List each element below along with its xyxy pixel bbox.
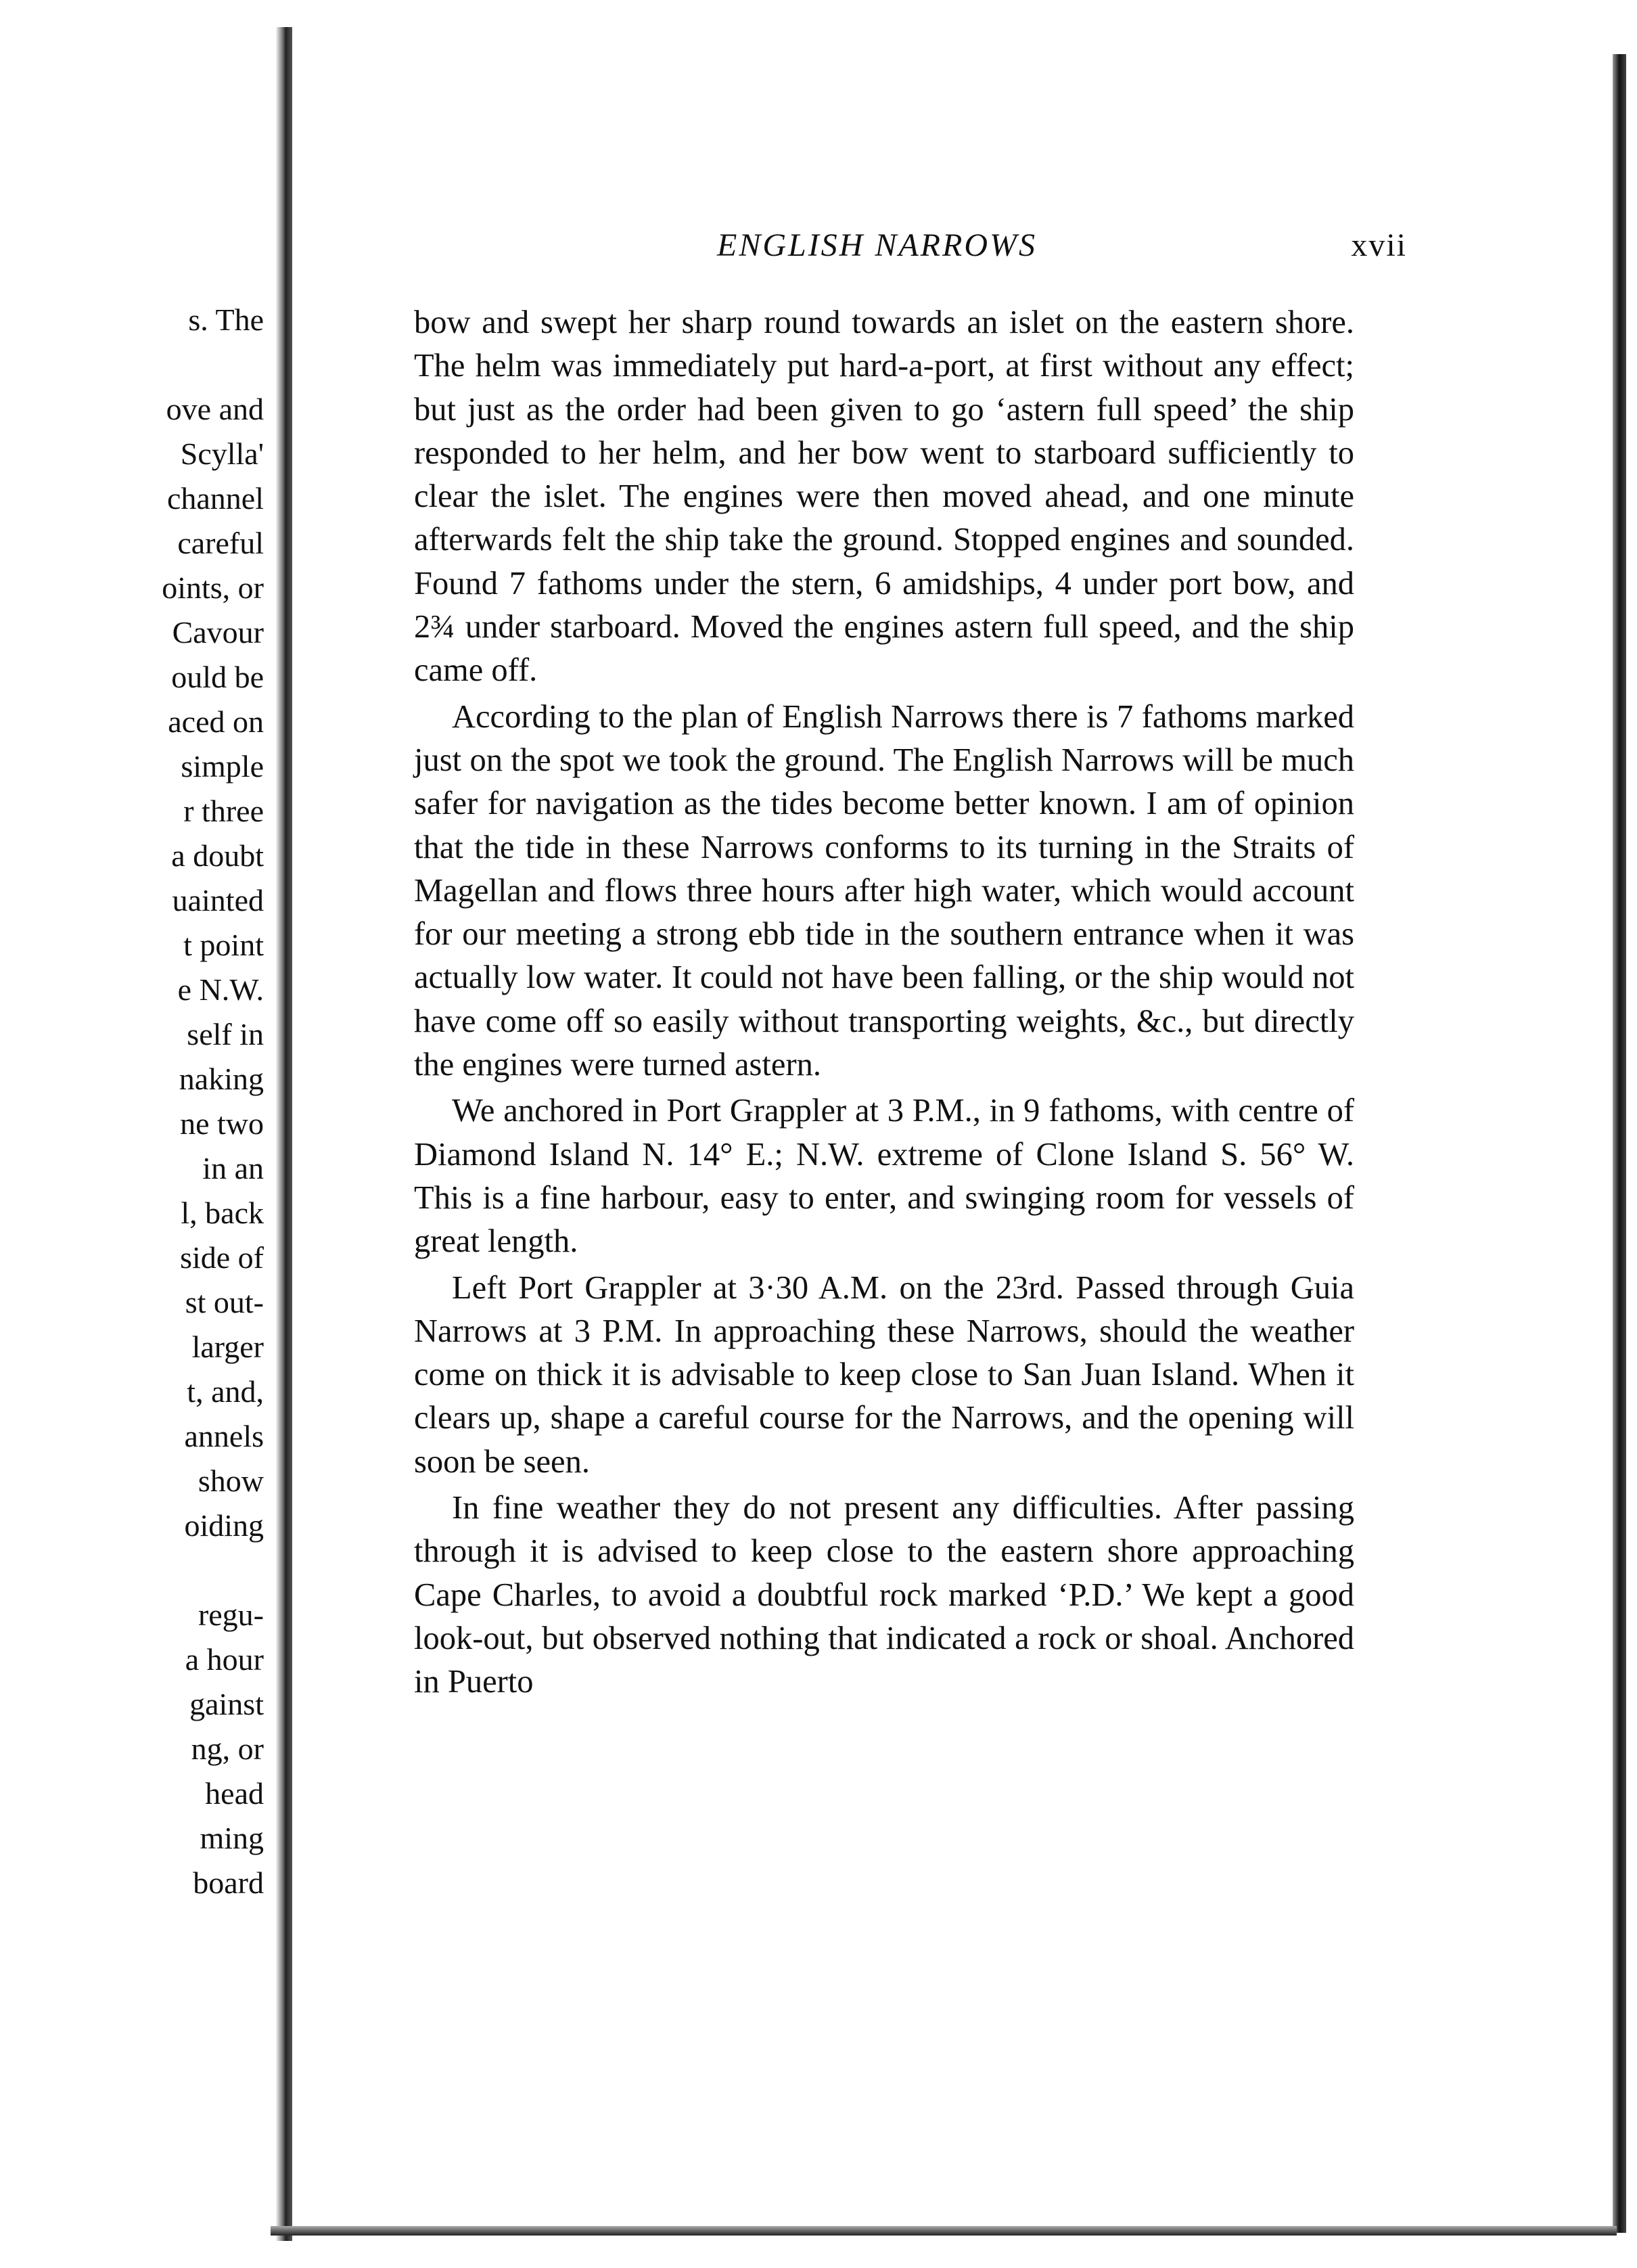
previous-page-line: Cavour <box>172 615 264 650</box>
previous-page-line: naking <box>179 1062 264 1096</box>
previous-page-text <box>0 298 264 1905</box>
page-bottom-edge <box>271 2226 1617 2236</box>
previous-page-line: head <box>205 1776 264 1811</box>
previous-page-line: careful <box>177 526 264 560</box>
previous-page-line: aced on <box>168 704 264 739</box>
previous-page-fragment <box>0 41 271 2233</box>
previous-page-line: t point <box>183 928 264 962</box>
page-number: xvii <box>1351 227 1407 263</box>
paragraph: bow and swept her sharp round towards an islet on the eastern shore. The helm was immediately put hard-a-port, at first without any effect; but just as the order had been given to go ‘astern full speed’ the ship responded to her helm, and her bow went to starboard sufficiently to clear the islet. The engines were then moved ahead, and one minute afterwards felt the ship take the ground. Stopped engines and sounded. Found 7 fathoms under the stern, 6 amidships, 4 under port bow, and 2¾ under starboard. Moved the engines astern full speed, and the ship came off. <box>414 304 1354 689</box>
book-page <box>298 41 1610 2225</box>
book-binding-gutter <box>276 27 292 2241</box>
previous-page-line: r three <box>183 794 264 828</box>
previous-page-line: channel <box>166 481 264 516</box>
previous-page-line: s. The <box>188 302 264 337</box>
previous-page-line: self in <box>187 1017 264 1051</box>
previous-page-line: annels <box>184 1419 264 1453</box>
previous-page-line: ng, or <box>191 1731 264 1766</box>
previous-page-line: l, back <box>181 1196 264 1230</box>
page-right-edge <box>1613 54 1626 2233</box>
running-head <box>717 227 1637 274</box>
previous-page-line: st out- <box>185 1285 264 1319</box>
previous-page-line: show <box>198 1464 264 1498</box>
blank-line <box>0 1548 264 1593</box>
previous-page-line: side of <box>180 1240 264 1275</box>
previous-page-line: t, and, <box>187 1374 264 1409</box>
previous-page-line: Scylla' <box>180 436 264 471</box>
previous-page-line: ove and <box>166 392 264 426</box>
previous-page-line: uainted <box>172 883 264 917</box>
paragraph: Left Port Grappler at 3·30 A.M. on the 23rd. Passed through Guia Narrows at 3 P.M. In approaching these Narrows, should the weather come on thick it is advisable to keep close to San Juan Island. When it clears up, shape a careful course for the Narrows, and the opening will soon be seen. <box>414 1269 1354 1480</box>
blank-line <box>0 342 264 387</box>
previous-page-line: ming <box>200 1821 264 1855</box>
previous-page-line: regu- <box>198 1597 264 1632</box>
paragraph: According to the plan of English Narrows there is 7 fathoms marked just on the spot we took the ground. The English Narrows will be much safer for navigation as the tides become better known. I am of opinion that the tide in these Narrows conforms to its turning in the Straits of Magellan and flows three hours after high water, which would account for our meeting a strong ebb tide in the southern entrance when it was actually low water. It could not have been falling, or the ship would not have come off so easily without transporting weights, &c., but directly the engines were turned astern. <box>414 698 1354 1083</box>
paragraph: In fine weather they do not present any difficulties. After passing through it is advised to keep close to the eastern shore approaching Cape Charles, to avoid a doubtful rock marked ‘P.D.’ We kept a good look-out, but observed nothing that indicated a rock or shoal. Anchored in Puerto <box>414 1490 1354 1700</box>
previous-page-line: oiding <box>184 1508 264 1543</box>
previous-page-line: simple <box>181 749 264 784</box>
previous-page-line: oints, or <box>162 570 264 605</box>
previous-page-line: a hour <box>185 1642 264 1677</box>
previous-page-line: ne two <box>180 1106 264 1141</box>
previous-page-line: e N.W. <box>177 972 264 1007</box>
previous-page-line: a doubt <box>171 838 264 873</box>
previous-page-line: in an <box>202 1151 264 1185</box>
previous-page-line: ould be <box>171 660 264 694</box>
paragraph: We anchored in Port Grappler at 3 P.M., in 9 fathoms, with centre of Diamond Island N. 14° E.; N.W. extreme of Clone Island S. 56° W. This is a fine harbour, easy to enter, and swinging room for vessels of great length. <box>414 1093 1354 1260</box>
previous-page-line: larger <box>191 1330 264 1364</box>
previous-page-line: gainst <box>189 1687 264 1721</box>
running-head-title: ENGLISH NARROWS <box>717 227 1037 263</box>
body-text <box>414 301 1354 1707</box>
previous-page-line: board <box>193 1865 264 1900</box>
